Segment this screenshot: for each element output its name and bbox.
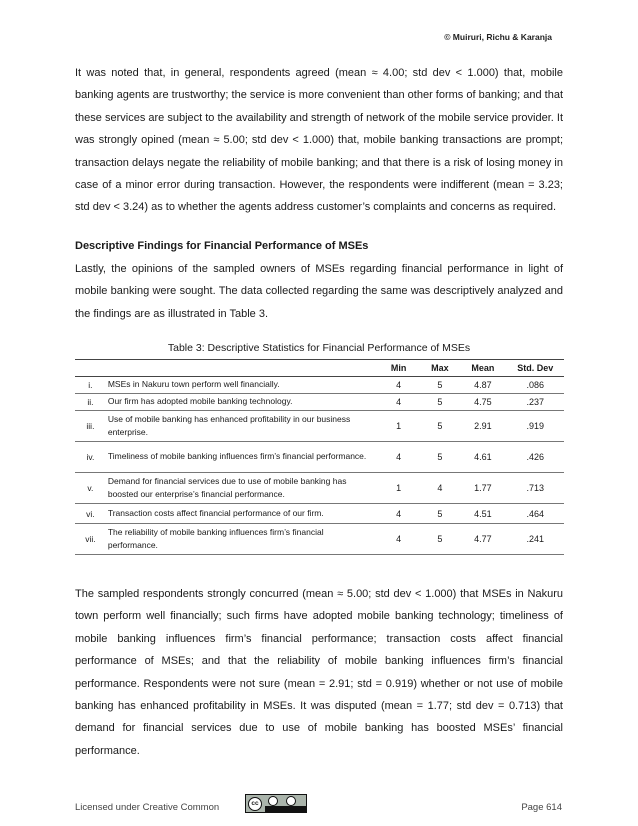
table-row [75, 377, 564, 394]
badge-strip [265, 806, 306, 812]
row-max: 5 [421, 524, 460, 555]
row-max: 5 [421, 377, 460, 394]
row-min: 4 [377, 394, 421, 411]
statistics-table [75, 359, 564, 555]
row-min: 4 [377, 377, 421, 394]
row-number: vii. [75, 524, 106, 555]
attribution-icon [268, 796, 278, 806]
row-mean: 2.91 [459, 411, 506, 442]
row-number: iv. [75, 442, 106, 473]
row-min: 4 [377, 504, 421, 524]
row-std-dev: .086 [506, 377, 564, 394]
table-row [75, 473, 564, 504]
row-max: 5 [421, 411, 460, 442]
row-min: 1 [377, 473, 421, 504]
row-max: 5 [421, 442, 460, 473]
creative-commons-badge-icon[interactable] [245, 794, 307, 813]
row-number: v. [75, 473, 106, 504]
header-blank-roman [75, 360, 106, 377]
row-mean: 4.75 [459, 394, 506, 411]
section-heading: Descriptive Findings for Financial Performance of MSEs [75, 240, 369, 252]
row-max: 4 [421, 473, 460, 504]
header-mean: Mean [459, 360, 506, 377]
table-row [75, 442, 564, 473]
cc-icon: cc [248, 797, 262, 811]
paragraph-conclusions: The sampled respondents strongly concurred (mean ≈ 5.00; std dev < 1.000) that MSEs in Nakuru town perform well financially; such firms have adopted mobile banking technology; timeliness of mobile banking influences firm’s financial performance; transaction costs affect financial performance of MSEs; and that the reliability of mobile banking influences firm’s financial performance. Respondents were not sure (mean = 2.91; std = 0.919) whether or not use of mobile banking has enhanced profitability in MSEs. It was disputed (mean = 1.77; std dev = 0.713) that demand for financial services due to use of mobile banking has boosted MSEs’ financial performance. [75, 588, 563, 757]
row-item: Our firm has adopted mobile banking technology. [106, 394, 377, 411]
row-number: i. [75, 377, 106, 394]
row-std-dev: .464 [506, 504, 564, 524]
table-caption: Table 3: Descriptive Statistics for Financial Performance of MSEs [167, 342, 471, 354]
row-std-dev: .237 [506, 394, 564, 411]
license-text: Licensed under Creative Common [75, 802, 220, 813]
table-row [75, 524, 564, 555]
table-body [75, 377, 564, 555]
row-item: Use of mobile banking has enhanced profitability in our business enterprise. [106, 411, 377, 442]
row-min: 4 [377, 524, 421, 555]
row-mean: 4.51 [459, 504, 506, 524]
row-mean: 4.61 [459, 442, 506, 473]
paragraph-intro-table: Lastly, the opinions of the sampled owners of MSEs regarding financial performance in light of mobile banking were sought. The data collected regarding the same was descriptively analyzed and the findings are as illustrated in Table 3. [75, 263, 563, 320]
row-number: vi. [75, 504, 106, 524]
header-blank-item [106, 360, 377, 377]
row-std-dev: .919 [506, 411, 564, 442]
table-row [75, 411, 564, 442]
header-std-dev: Std. Dev [506, 360, 564, 377]
copyright-header: © Muiruri, Richu & Karanja [444, 32, 552, 42]
row-std-dev: .241 [506, 524, 564, 555]
table-row [75, 394, 564, 411]
row-item: Transaction costs affect financial performance of our firm. [106, 504, 377, 524]
row-item: The reliability of mobile banking influences firm’s financial performance. [106, 524, 377, 555]
header-min: Min [377, 360, 421, 377]
row-mean: 1.77 [459, 473, 506, 504]
row-std-dev: .426 [506, 442, 564, 473]
row-item: MSEs in Nakuru town perform well financially. [106, 377, 377, 394]
row-mean: 4.77 [459, 524, 506, 555]
row-max: 5 [421, 394, 460, 411]
row-min: 1 [377, 411, 421, 442]
row-std-dev: .713 [506, 473, 564, 504]
share-alike-icon [286, 796, 296, 806]
row-number: ii. [75, 394, 106, 411]
row-item: Timeliness of mobile banking influences firm’s financial performance. [106, 442, 377, 473]
row-min: 4 [377, 442, 421, 473]
row-max: 5 [421, 504, 460, 524]
row-number: iii. [75, 411, 106, 442]
row-item: Demand for financial services due to use of mobile banking has boosted our enterprise’s financial performance. [106, 473, 377, 504]
row-mean: 4.87 [459, 377, 506, 394]
paragraph-agents-findings: It was noted that, in general, respondents agreed (mean ≈ 4.00; std dev < 1.000) that, mobile banking agents are trustworthy; the service is more convenient than other forms of banking; and that these services are subject to the availability and strength of network of the mobile service provider. It was strongly opined (mean ≈ 5.00; std dev < 1.000) that, mobile banking transactions are prompt; transaction delays negate the reliability of mobile banking; and that there is a risk of losing money in case of a minor error during transaction. However, the respondents were indifferent (mean = 3.23; std dev < 3.24) as to whether the agents address customer’s complaints and concerns as required. [75, 67, 563, 214]
page-number: Page 614 [521, 802, 562, 813]
table-header-row [75, 360, 564, 377]
header-max: Max [421, 360, 460, 377]
table-row [75, 504, 564, 524]
